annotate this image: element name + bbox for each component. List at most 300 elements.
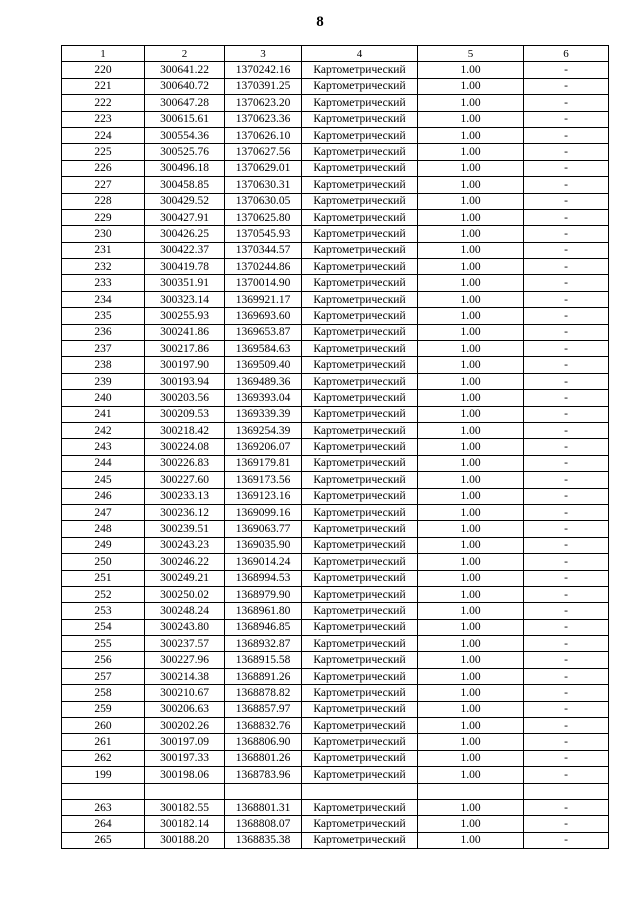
table-row — [62, 390, 609, 406]
table-row — [62, 291, 609, 307]
accuracy-cell: 1.00 — [418, 570, 524, 586]
y-coordinate-cell: 1369099.16 — [225, 504, 302, 520]
table-row — [62, 259, 609, 275]
x-coordinate-cell: 300188.20 — [145, 832, 225, 848]
note-cell: - — [524, 586, 609, 602]
method-cell: Картометрический — [302, 472, 418, 488]
table-row — [62, 95, 609, 111]
table-row — [62, 783, 609, 799]
x-coordinate-cell: 300233.13 — [145, 488, 225, 504]
table-row — [62, 62, 609, 78]
point-number-cell: 253 — [62, 603, 145, 619]
accuracy-cell: 1.00 — [418, 275, 524, 291]
note-cell: - — [524, 455, 609, 471]
y-coordinate-cell — [225, 783, 302, 799]
point-number-cell: 262 — [62, 750, 145, 766]
column-header: 6 — [524, 46, 609, 62]
x-coordinate-cell: 300182.55 — [145, 799, 225, 815]
point-number-cell: 265 — [62, 832, 145, 848]
point-number-cell: 226 — [62, 160, 145, 176]
method-cell: Картометрический — [302, 111, 418, 127]
accuracy-cell: 1.00 — [418, 816, 524, 832]
x-coordinate-cell: 300496.18 — [145, 160, 225, 176]
y-coordinate-cell: 1368801.26 — [225, 750, 302, 766]
note-cell: - — [524, 816, 609, 832]
note-cell: - — [524, 357, 609, 373]
note-cell: - — [524, 472, 609, 488]
method-cell: Картометрический — [302, 209, 418, 225]
point-number-cell: 260 — [62, 718, 145, 734]
method-cell: Картометрический — [302, 521, 418, 537]
method-cell: Картометрический — [302, 95, 418, 111]
table-row — [62, 209, 609, 225]
y-coordinate-cell: 1370244.86 — [225, 259, 302, 275]
table-row — [62, 652, 609, 668]
method-cell: Картометрический — [302, 701, 418, 717]
method-cell: Картометрический — [302, 799, 418, 815]
note-cell: - — [524, 308, 609, 324]
x-coordinate-cell: 300248.24 — [145, 603, 225, 619]
x-coordinate-cell: 300210.67 — [145, 685, 225, 701]
note-cell: - — [524, 373, 609, 389]
point-number-cell: 245 — [62, 472, 145, 488]
y-coordinate-cell: 1369179.81 — [225, 455, 302, 471]
method-cell: Картометрический — [302, 537, 418, 553]
y-coordinate-cell: 1368946.85 — [225, 619, 302, 635]
table-row — [62, 177, 609, 193]
method-cell: Картометрический — [302, 554, 418, 570]
accuracy-cell: 1.00 — [418, 652, 524, 668]
method-cell: Картометрический — [302, 259, 418, 275]
method-cell: Картометрический — [302, 373, 418, 389]
accuracy-cell: 1.00 — [418, 390, 524, 406]
method-cell: Картометрический — [302, 636, 418, 652]
y-coordinate-cell: 1370627.56 — [225, 144, 302, 160]
x-coordinate-cell: 300226.83 — [145, 455, 225, 471]
point-number-cell: 246 — [62, 488, 145, 504]
note-cell: - — [524, 406, 609, 422]
accuracy-cell: 1.00 — [418, 472, 524, 488]
table-row — [62, 685, 609, 701]
note-cell: - — [524, 111, 609, 127]
note-cell: - — [524, 439, 609, 455]
y-coordinate-cell: 1369584.63 — [225, 341, 302, 357]
x-coordinate-cell: 300206.63 — [145, 701, 225, 717]
accuracy-cell: 1.00 — [418, 668, 524, 684]
method-cell: Картометрический — [302, 586, 418, 602]
note-cell: - — [524, 570, 609, 586]
table-row — [62, 586, 609, 602]
accuracy-cell: 1.00 — [418, 160, 524, 176]
note-cell: - — [524, 718, 609, 734]
note-cell: - — [524, 554, 609, 570]
x-coordinate-cell: 300197.09 — [145, 734, 225, 750]
y-coordinate-cell: 1368994.53 — [225, 570, 302, 586]
point-number-cell: 222 — [62, 95, 145, 111]
point-number-cell: 240 — [62, 390, 145, 406]
method-cell: Картометрический — [302, 455, 418, 471]
accuracy-cell: 1.00 — [418, 357, 524, 373]
x-coordinate-cell: 300429.52 — [145, 193, 225, 209]
note-cell: - — [524, 603, 609, 619]
note-cell: - — [524, 619, 609, 635]
method-cell: Картометрический — [302, 193, 418, 209]
method-cell: Картометрический — [302, 177, 418, 193]
method-cell: Картометрический — [302, 718, 418, 734]
accuracy-cell: 1.00 — [418, 406, 524, 422]
x-coordinate-cell: 300217.86 — [145, 341, 225, 357]
column-header: 1 — [62, 46, 145, 62]
y-coordinate-cell: 1368808.07 — [225, 816, 302, 832]
note-cell: - — [524, 193, 609, 209]
y-coordinate-cell: 1370630.05 — [225, 193, 302, 209]
note-cell: - — [524, 685, 609, 701]
y-coordinate-cell: 1370629.01 — [225, 160, 302, 176]
method-cell: Картометрический — [302, 619, 418, 635]
table-row — [62, 488, 609, 504]
x-coordinate-cell: 300243.80 — [145, 619, 225, 635]
accuracy-cell: 1.00 — [418, 718, 524, 734]
note-cell: - — [524, 652, 609, 668]
y-coordinate-cell: 1369035.90 — [225, 537, 302, 553]
y-coordinate-cell: 1369173.56 — [225, 472, 302, 488]
table-row — [62, 308, 609, 324]
note-cell: - — [524, 504, 609, 520]
table-row — [62, 750, 609, 766]
accuracy-cell: 1.00 — [418, 242, 524, 258]
method-cell: Картометрический — [302, 668, 418, 684]
table-row — [62, 537, 609, 553]
y-coordinate-cell: 1368801.31 — [225, 799, 302, 815]
table-row — [62, 242, 609, 258]
point-number-cell: 224 — [62, 127, 145, 143]
point-number-cell: 258 — [62, 685, 145, 701]
method-cell: Картометрический — [302, 324, 418, 340]
x-coordinate-cell: 300198.06 — [145, 767, 225, 783]
note-cell: - — [524, 78, 609, 94]
method-cell: Картометрический — [302, 750, 418, 766]
method-cell: Картометрический — [302, 406, 418, 422]
method-cell: Картометрический — [302, 144, 418, 160]
x-coordinate-cell: 300182.14 — [145, 816, 225, 832]
x-coordinate-cell: 300227.96 — [145, 652, 225, 668]
x-coordinate-cell: 300427.91 — [145, 209, 225, 225]
x-coordinate-cell: 300640.72 — [145, 78, 225, 94]
table-row — [62, 226, 609, 242]
y-coordinate-cell: 1370623.20 — [225, 95, 302, 111]
note-cell: - — [524, 750, 609, 766]
note-cell: - — [524, 259, 609, 275]
accuracy-cell: 1.00 — [418, 750, 524, 766]
accuracy-cell: 1.00 — [418, 734, 524, 750]
method-cell: Картометрический — [302, 488, 418, 504]
note-cell: - — [524, 324, 609, 340]
y-coordinate-cell: 1368878.82 — [225, 685, 302, 701]
x-coordinate-cell: 300197.33 — [145, 750, 225, 766]
accuracy-cell: 1.00 — [418, 373, 524, 389]
x-coordinate-cell: 300237.57 — [145, 636, 225, 652]
method-cell: Картометрический — [302, 275, 418, 291]
y-coordinate-cell: 1368806.90 — [225, 734, 302, 750]
point-number-cell: 230 — [62, 226, 145, 242]
y-coordinate-cell: 1368932.87 — [225, 636, 302, 652]
note-cell: - — [524, 767, 609, 783]
table-row — [62, 341, 609, 357]
table-row — [62, 472, 609, 488]
x-coordinate-cell: 300243.23 — [145, 537, 225, 553]
table-row — [62, 455, 609, 471]
accuracy-cell: 1.00 — [418, 439, 524, 455]
x-coordinate-cell: 300227.60 — [145, 472, 225, 488]
x-coordinate-cell — [145, 783, 225, 799]
table-row — [62, 357, 609, 373]
accuracy-cell: 1.00 — [418, 554, 524, 570]
method-cell: Картометрический — [302, 504, 418, 520]
accuracy-cell: 1.00 — [418, 341, 524, 357]
method-cell: Картометрический — [302, 308, 418, 324]
point-number-cell: 235 — [62, 308, 145, 324]
x-coordinate-cell: 300250.02 — [145, 586, 225, 602]
accuracy-cell: 1.00 — [418, 127, 524, 143]
y-coordinate-cell: 1368835.38 — [225, 832, 302, 848]
method-cell: Картометрический — [302, 78, 418, 94]
x-coordinate-cell: 300241.86 — [145, 324, 225, 340]
method-cell: Картометрический — [302, 127, 418, 143]
x-coordinate-cell: 300239.51 — [145, 521, 225, 537]
note-cell: - — [524, 95, 609, 111]
method-cell: Картометрический — [302, 652, 418, 668]
y-coordinate-cell: 1370626.10 — [225, 127, 302, 143]
x-coordinate-cell: 300323.14 — [145, 291, 225, 307]
point-number-cell: 257 — [62, 668, 145, 684]
y-coordinate-cell: 1369921.17 — [225, 291, 302, 307]
column-header: 5 — [418, 46, 524, 62]
y-coordinate-cell: 1370630.31 — [225, 177, 302, 193]
point-number-cell: 238 — [62, 357, 145, 373]
x-coordinate-cell: 300202.26 — [145, 718, 225, 734]
point-number-cell: 255 — [62, 636, 145, 652]
point-number-cell: 249 — [62, 537, 145, 553]
table-row — [62, 832, 609, 848]
table-row — [62, 439, 609, 455]
coordinates-table — [61, 45, 609, 849]
note-cell: - — [524, 275, 609, 291]
point-number-cell: 234 — [62, 291, 145, 307]
x-coordinate-cell: 300249.21 — [145, 570, 225, 586]
note-cell: - — [524, 832, 609, 848]
accuracy-cell: 1.00 — [418, 291, 524, 307]
method-cell: Картометрический — [302, 767, 418, 783]
y-coordinate-cell: 1368979.90 — [225, 586, 302, 602]
point-number-cell: 250 — [62, 554, 145, 570]
method-cell: Картометрический — [302, 422, 418, 438]
point-number-cell: 252 — [62, 586, 145, 602]
point-number-cell: 223 — [62, 111, 145, 127]
note-cell: - — [524, 177, 609, 193]
method-cell: Картометрический — [302, 570, 418, 586]
table-row — [62, 636, 609, 652]
table-row — [62, 767, 609, 783]
table-row — [62, 554, 609, 570]
accuracy-cell: 1.00 — [418, 455, 524, 471]
accuracy-cell: 1.00 — [418, 586, 524, 602]
table-body — [62, 62, 609, 849]
y-coordinate-cell: 1368961.80 — [225, 603, 302, 619]
y-coordinate-cell: 1369206.07 — [225, 439, 302, 455]
x-coordinate-cell: 300641.22 — [145, 62, 225, 78]
table-row — [62, 275, 609, 291]
y-coordinate-cell: 1370625.80 — [225, 209, 302, 225]
table-row — [62, 734, 609, 750]
note-cell — [524, 783, 609, 799]
point-number-cell: 237 — [62, 341, 145, 357]
table-row — [62, 521, 609, 537]
method-cell: Картометрический — [302, 832, 418, 848]
y-coordinate-cell: 1369489.36 — [225, 373, 302, 389]
accuracy-cell: 1.00 — [418, 177, 524, 193]
x-coordinate-cell: 300246.22 — [145, 554, 225, 570]
note-cell: - — [524, 422, 609, 438]
x-coordinate-cell: 300351.91 — [145, 275, 225, 291]
point-number-cell: 263 — [62, 799, 145, 815]
x-coordinate-cell: 300218.42 — [145, 422, 225, 438]
accuracy-cell: 1.00 — [418, 422, 524, 438]
accuracy-cell: 1.00 — [418, 636, 524, 652]
note-cell: - — [524, 521, 609, 537]
table-header-row — [62, 46, 609, 62]
accuracy-cell: 1.00 — [418, 308, 524, 324]
point-number-cell: 236 — [62, 324, 145, 340]
point-number-cell: 228 — [62, 193, 145, 209]
accuracy-cell: 1.00 — [418, 144, 524, 160]
page-number: 8 — [316, 14, 324, 30]
accuracy-cell: 1.00 — [418, 209, 524, 225]
x-coordinate-cell: 300236.12 — [145, 504, 225, 520]
table-row — [62, 668, 609, 684]
point-number-cell: 239 — [62, 373, 145, 389]
point-number-cell: 264 — [62, 816, 145, 832]
method-cell: Картометрический — [302, 603, 418, 619]
table-row — [62, 701, 609, 717]
table-row — [62, 160, 609, 176]
column-header: 3 — [225, 46, 302, 62]
y-coordinate-cell: 1370344.57 — [225, 242, 302, 258]
table-row — [62, 111, 609, 127]
point-number-cell: 241 — [62, 406, 145, 422]
y-coordinate-cell: 1368891.26 — [225, 668, 302, 684]
point-number-cell: 220 — [62, 62, 145, 78]
y-coordinate-cell: 1369123.16 — [225, 488, 302, 504]
method-cell: Картометрический — [302, 226, 418, 242]
table-row — [62, 619, 609, 635]
x-coordinate-cell: 300458.85 — [145, 177, 225, 193]
y-coordinate-cell: 1369653.87 — [225, 324, 302, 340]
point-number-cell: 259 — [62, 701, 145, 717]
note-cell: - — [524, 341, 609, 357]
table-row — [62, 504, 609, 520]
x-coordinate-cell: 300647.28 — [145, 95, 225, 111]
x-coordinate-cell: 300255.93 — [145, 308, 225, 324]
accuracy-cell — [418, 783, 524, 799]
note-cell: - — [524, 242, 609, 258]
point-number-cell: 232 — [62, 259, 145, 275]
accuracy-cell: 1.00 — [418, 685, 524, 701]
point-number-cell: 225 — [62, 144, 145, 160]
x-coordinate-cell: 300214.38 — [145, 668, 225, 684]
accuracy-cell: 1.00 — [418, 521, 524, 537]
table-row — [62, 406, 609, 422]
method-cell: Картометрический — [302, 816, 418, 832]
y-coordinate-cell: 1369339.39 — [225, 406, 302, 422]
y-coordinate-cell: 1369393.04 — [225, 390, 302, 406]
method-cell: Картометрический — [302, 242, 418, 258]
point-number-cell: 261 — [62, 734, 145, 750]
table-row — [62, 324, 609, 340]
y-coordinate-cell: 1370391.25 — [225, 78, 302, 94]
y-coordinate-cell: 1370014.90 — [225, 275, 302, 291]
table-row — [62, 718, 609, 734]
x-coordinate-cell: 300615.61 — [145, 111, 225, 127]
x-coordinate-cell: 300422.37 — [145, 242, 225, 258]
accuracy-cell: 1.00 — [418, 78, 524, 94]
point-number-cell: 233 — [62, 275, 145, 291]
method-cell: Картометрический — [302, 62, 418, 78]
table-row — [62, 816, 609, 832]
x-coordinate-cell: 300426.25 — [145, 226, 225, 242]
note-cell: - — [524, 62, 609, 78]
accuracy-cell: 1.00 — [418, 324, 524, 340]
table-row — [62, 373, 609, 389]
method-cell: Картометрический — [302, 439, 418, 455]
y-coordinate-cell: 1369509.40 — [225, 357, 302, 373]
point-number-cell: 229 — [62, 209, 145, 225]
x-coordinate-cell: 300525.76 — [145, 144, 225, 160]
x-coordinate-cell: 300209.53 — [145, 406, 225, 422]
method-cell: Картометрический — [302, 685, 418, 701]
note-cell: - — [524, 291, 609, 307]
point-number-cell: 254 — [62, 619, 145, 635]
point-number-cell — [62, 783, 145, 799]
table-row — [62, 127, 609, 143]
note-cell: - — [524, 160, 609, 176]
point-number-cell: 247 — [62, 504, 145, 520]
y-coordinate-cell: 1368832.76 — [225, 718, 302, 734]
table-row — [62, 570, 609, 586]
method-cell: Картометрический — [302, 734, 418, 750]
y-coordinate-cell: 1370242.16 — [225, 62, 302, 78]
method-cell: Картометрический — [302, 291, 418, 307]
table-row — [62, 799, 609, 815]
column-header: 2 — [145, 46, 225, 62]
accuracy-cell: 1.00 — [418, 62, 524, 78]
note-cell: - — [524, 390, 609, 406]
note-cell: - — [524, 226, 609, 242]
point-number-cell: 256 — [62, 652, 145, 668]
accuracy-cell: 1.00 — [418, 193, 524, 209]
column-header: 4 — [302, 46, 418, 62]
note-cell: - — [524, 488, 609, 504]
y-coordinate-cell: 1369254.39 — [225, 422, 302, 438]
accuracy-cell: 1.00 — [418, 603, 524, 619]
accuracy-cell: 1.00 — [418, 701, 524, 717]
note-cell: - — [524, 701, 609, 717]
note-cell: - — [524, 127, 609, 143]
table-row — [62, 144, 609, 160]
accuracy-cell: 1.00 — [418, 226, 524, 242]
y-coordinate-cell: 1369693.60 — [225, 308, 302, 324]
method-cell: Картометрический — [302, 341, 418, 357]
y-coordinate-cell: 1369014.24 — [225, 554, 302, 570]
